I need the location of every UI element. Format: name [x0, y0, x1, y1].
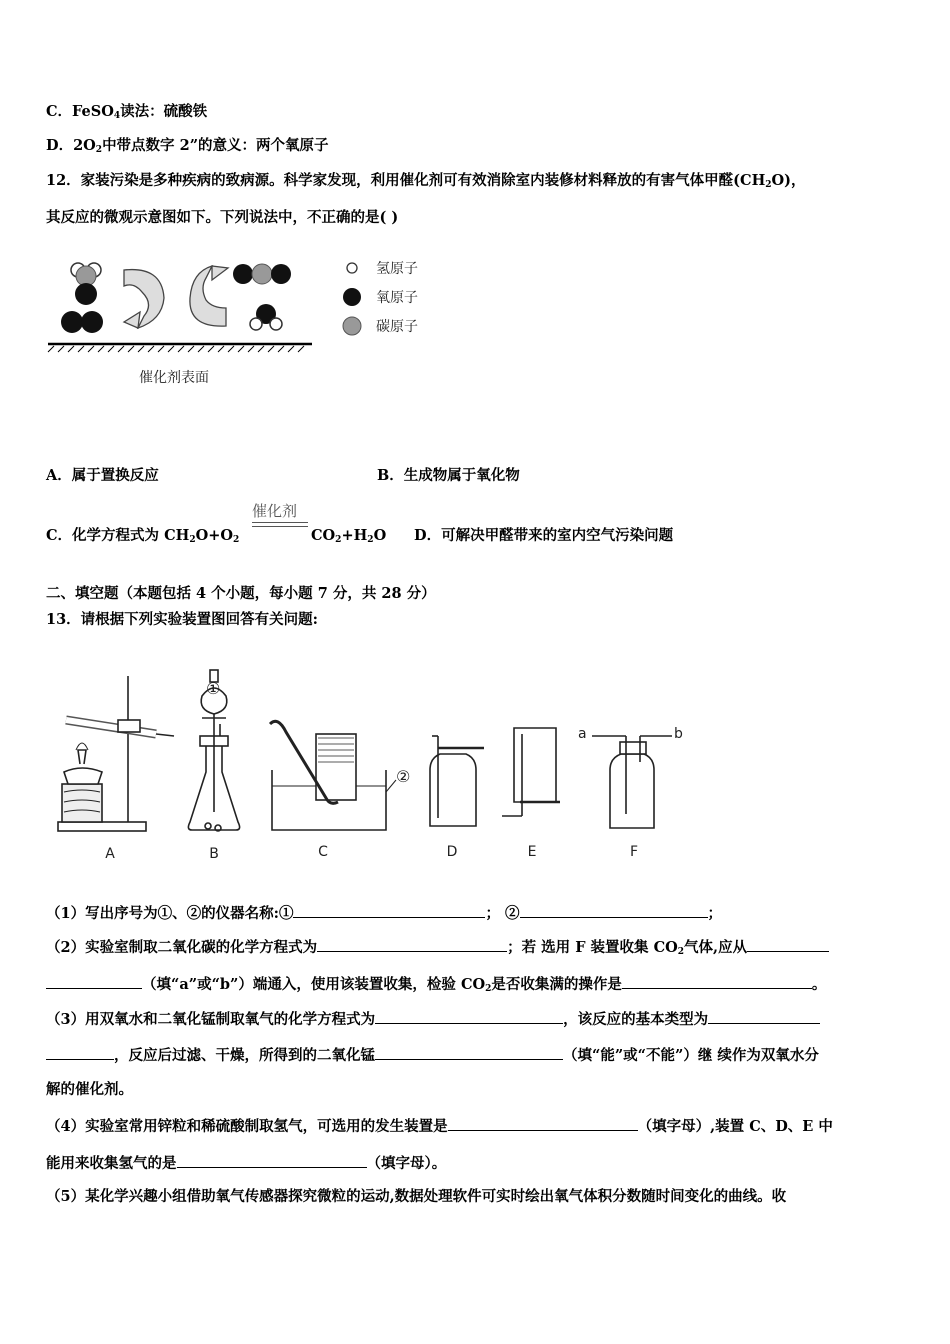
marker-1: ①	[206, 679, 221, 698]
option-d-rest: 中带点数字 2”的意义：两个氧原子	[102, 137, 329, 154]
answer-blank[interactable]	[375, 1008, 563, 1024]
option-c-text: C．FeSO	[46, 103, 114, 120]
surface-hatching	[48, 346, 304, 352]
q12-option-d: D．可解决甲醛带来的室内空气污染问题	[414, 527, 674, 544]
q13-p1-text2: ； ②	[485, 905, 520, 922]
arrow-head-icon	[212, 266, 228, 280]
legend-c-icon	[343, 317, 361, 335]
q13-part2-line2: （填“a”或“b”）端通入，使用该装置收集，检验 $CO_2$是否收集满的操作是 。	[46, 973, 904, 999]
q13-p2-text5: 是否收集满的操作是	[491, 976, 622, 993]
o-atom	[271, 264, 291, 284]
option-d-line	[46, 136, 904, 160]
q13-p3-text5: 解的催化剂。	[46, 1081, 133, 1098]
port-a-label: a	[578, 726, 587, 742]
apparatus-label-e: E	[527, 844, 537, 860]
o-atom	[233, 264, 253, 284]
eq-line-top	[252, 522, 308, 523]
q13-part5	[46, 1187, 904, 1207]
q12-option-c-co: CO	[311, 527, 336, 544]
q13-p2-text4: （填“a”或“b”）端通入，使用该装置收集，检验 CO	[142, 976, 486, 993]
apparatus-label-d: D	[446, 844, 458, 860]
answer-blank[interactable]	[177, 1152, 367, 1168]
apparatus-label-a: A	[105, 846, 115, 862]
apparatus-diagram	[46, 652, 746, 867]
q13-p2-text3: 气体,应从	[684, 939, 748, 956]
option-d-sub: 2	[95, 145, 103, 155]
o-atom	[81, 311, 103, 333]
q12-text: 12．家装污染是多种疾病的致病源。科学家发现，利用催化剂可有效消除室内装修材料释放的有害气体甲醛(CH	[46, 172, 766, 189]
marker-2: ②	[396, 767, 411, 786]
q13-p3-text2: ，该反应的基本类型为	[563, 1011, 709, 1028]
o-atom	[61, 311, 83, 333]
legend-hydrogen: 氢原子	[376, 261, 418, 277]
q13-p4-text: （4）实验室常用锌粒和稀硫酸制取氢气，可选用的发生装置是	[46, 1118, 448, 1135]
apparatus-e	[502, 728, 560, 816]
q12-option-row1	[46, 466, 904, 486]
q12-option-c: C．化学方程式为 CH	[46, 527, 190, 544]
apparatus-d	[430, 736, 484, 826]
q13-part3-line2	[46, 1044, 904, 1066]
arrow-head-icon	[124, 312, 140, 328]
legend-h-icon	[347, 263, 357, 273]
answer-blank[interactable]	[448, 1115, 638, 1131]
q12-option-c-h: +H	[341, 527, 368, 544]
legend-o-icon	[343, 288, 361, 306]
catalyst-condition: 催化剂	[252, 502, 298, 520]
q13-p1-text: （1）写出序号为①、②的仪器名称:①	[46, 905, 294, 922]
q13-part4-line2	[46, 1152, 904, 1174]
q13-p2-text6: 。	[811, 976, 827, 993]
option-c-rest: 读法：硫酸铁	[120, 103, 208, 120]
q13-p3-text4: （填“能”或“不能”）继 续作为双氧水分	[563, 1047, 819, 1064]
answer-blank[interactable]	[293, 902, 485, 918]
q13-p4-text3: 能用来收集氢气的是	[46, 1155, 177, 1172]
q13-stem	[46, 610, 904, 630]
legend-carbon: 碳原子	[376, 319, 418, 335]
answer-blank[interactable]	[747, 936, 829, 952]
q12-option-c-o: O	[373, 527, 387, 544]
q13-p4-text4: （填字母）。	[366, 1155, 447, 1172]
c-atom	[252, 264, 272, 284]
q13-p1-text3: ；	[707, 905, 723, 922]
section2-title	[46, 584, 904, 604]
q13-p5-text: （5）某化学兴趣小组借助氧气传感器探究微粒的运动,数据处理软件可实时绘出氧气体积分数随时间变化的曲线。收	[46, 1188, 787, 1205]
legend-oxygen: 氧原子	[376, 290, 418, 306]
o-atom	[75, 283, 97, 305]
q13-p4-text2: （填字母）,装置 C、D、E 中	[637, 1118, 833, 1135]
q12-text2: 其反应的微观示意图如下。下列说法中，不正确的是( )	[46, 209, 399, 226]
answer-blank[interactable]	[375, 1044, 563, 1060]
q13-p2-text2: ；若 选用 F 装置收集 CO	[507, 939, 678, 956]
q12-end: O)，	[771, 172, 806, 189]
h-atom	[270, 318, 282, 330]
q13-part3-line3	[46, 1080, 904, 1100]
q12-sub: 2	[765, 180, 772, 190]
curved-arrow-icon	[190, 266, 226, 326]
q13-part2-line1: （2）实验室制取二氧化碳的化学方程式为 ；若 选用 F 装置收集 $CO_2$气体,应从	[46, 936, 904, 962]
answer-blank[interactable]	[708, 1008, 820, 1024]
apparatus-a	[58, 676, 174, 831]
answer-blank[interactable]	[46, 973, 142, 989]
q12-option-row2: C．化学方程式为 $CH_2O+O_2$ $CO_2+H_2O$ D．可解决甲醛带来的室内空气污染问题	[46, 527, 674, 545]
q12-stem-line2	[46, 208, 904, 228]
q12-option-c-mid: O+O	[195, 527, 234, 544]
reaction-diagram	[40, 248, 460, 398]
apparatus-label-b: B	[209, 846, 219, 862]
apparatus-f	[592, 736, 672, 828]
answer-blank[interactable]	[520, 902, 708, 918]
q13-part4-line1	[46, 1115, 904, 1137]
port-b-label: b	[674, 726, 683, 742]
q13-p2-text: （2）实验室制取二氧化碳的化学方程式为	[46, 939, 318, 956]
apparatus-label-c: C	[318, 844, 328, 860]
q13-p3-text3: ，反应后过滤、干燥，所得到的二氧化锰	[114, 1047, 375, 1064]
q13-p3-text: （3）用双氧水和二氧化锰制取氧气的化学方程式为	[46, 1011, 376, 1028]
q12-stem-line1	[46, 171, 904, 195]
option-c-sub: 4	[113, 111, 121, 121]
answer-blank[interactable]	[622, 973, 812, 989]
option-c-line	[46, 102, 904, 126]
q13-stem-text: 13．请根据下列实验装置图回答有关问题:	[46, 611, 319, 628]
surface-label: 催化剂表面	[139, 370, 209, 386]
q13-part3-line1	[46, 1008, 904, 1030]
apparatus-c	[270, 721, 396, 830]
answer-blank[interactable]	[46, 1044, 114, 1060]
h-atom	[250, 318, 262, 330]
answer-blank[interactable]	[317, 936, 507, 952]
option-d-text: D．2O	[46, 137, 96, 154]
apparatus-label-f: F	[629, 844, 639, 860]
q13-part1	[46, 902, 904, 924]
q12-option-a: A．属于置换反应	[46, 467, 159, 484]
section2-title-text: 二、填空题（本题包括 4 个小题，每小题 7 分，共 28 分）	[46, 585, 436, 602]
q12-option-b: B．生成物属于氧化物	[377, 467, 520, 484]
